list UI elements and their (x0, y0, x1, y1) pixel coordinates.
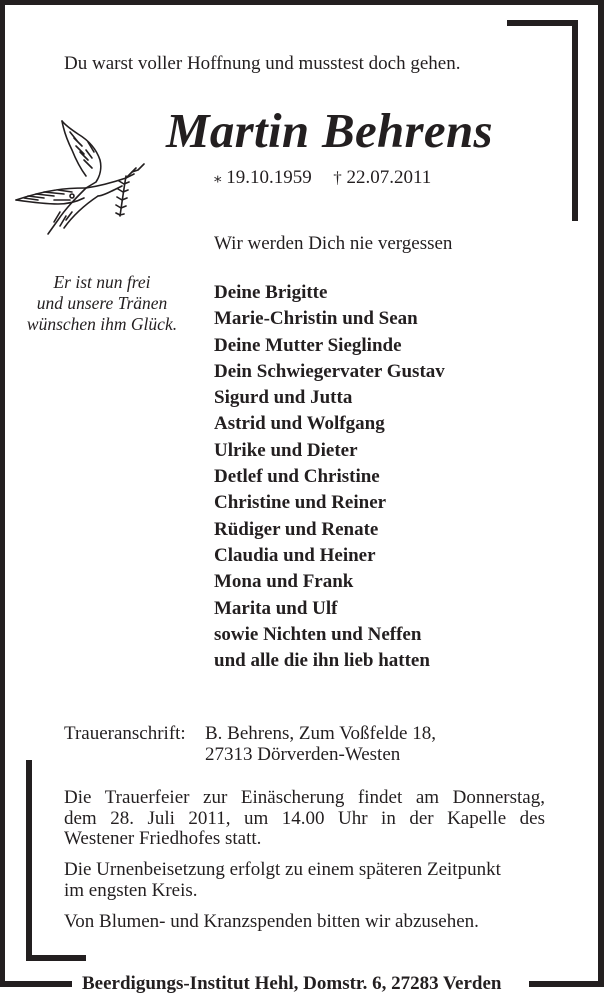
mourner-name: Rüdiger und Renate (214, 518, 379, 540)
mourner-name: Marie-Christin und Sean (214, 308, 418, 330)
outer-frame-bottom-left (0, 981, 72, 987)
mourner-name: und alle die ihn lieb hatten (214, 650, 430, 672)
mourner-name: Marita und Ulf (214, 597, 338, 619)
address-line-1: B. Behrens, Zum Voßfelde 18, (205, 723, 436, 744)
ceremony-notice (64, 788, 545, 850)
deceased-name: Martin Behrens (166, 103, 493, 158)
ceremony-line: dem 28. Juli 2011, um 14.00 Uhr in der Kapelle des (64, 807, 545, 829)
outer-frame-left (0, 0, 5, 987)
mourner-name: Deine Brigitte (214, 282, 328, 303)
corner-bracket-top-vertical (572, 20, 578, 221)
mourner-name: Deine Mutter Sieglinde (214, 334, 402, 356)
dove-with-olive-branch-icon (14, 116, 148, 238)
mourner-name: Mona und Frank (214, 571, 354, 593)
mourners-list (214, 280, 445, 674)
life-dates (214, 167, 431, 189)
urn-line: Die Urnenbeisetzung erfolgt zu einem späteren Zeitpunkt (64, 859, 501, 880)
flowers-notice: Von Blumen- und Kranzspenden bitten wir abzusehen. (64, 911, 479, 932)
side-quote-line: und unsere Tränen (36, 293, 168, 313)
death-date: 22.07.2011 (346, 167, 432, 188)
mourner-name: Detlef und Christine (214, 466, 380, 488)
mourner-name: Claudia und Heiner (214, 544, 376, 566)
motto: Du warst voller Hoffnung und musstest doch gehen. (64, 53, 461, 74)
corner-bracket-bottom-horizontal (26, 955, 86, 961)
side-quote (8, 272, 196, 335)
address-line-2: 27313 Dörverden-Westen (205, 744, 401, 765)
address-label: Traueranschrift: (64, 723, 186, 744)
ceremony-line: Westener Friedhofes statt. (64, 828, 262, 849)
side-quote-line: Er ist nun frei (53, 272, 151, 292)
mourner-name: Sigurd und Jutta (214, 387, 353, 409)
mourner-name: Astrid und Wolfgang (214, 413, 385, 435)
corner-bracket-top-horizontal (507, 20, 578, 26)
mourner-name: sowie Nichten und Neffen (214, 623, 422, 645)
outer-frame-right (598, 0, 604, 987)
mourner-name: Christine und Reiner (214, 492, 387, 514)
birth-date: 19.10.1959 (226, 167, 312, 188)
corner-bracket-bottom-vertical (26, 760, 32, 961)
birth-star-icon: ⁎ (214, 170, 222, 186)
mourners-intro: Wir werden Dich nie vergessen (214, 233, 453, 254)
outer-frame-bottom-right (529, 981, 604, 987)
funeral-home: Beerdigungs-Institut Hehl, Domstr. 6, 27283 Verden (82, 973, 502, 994)
death-cross-icon: † (333, 168, 342, 187)
ceremony-line: Die Trauerfeier zur Einäscherung findet am Donnerstag, (64, 787, 545, 808)
mourner-name: Dein Schwiegervater Gustav (214, 360, 445, 382)
urn-notice (64, 860, 545, 901)
outer-frame-top (0, 0, 604, 5)
urn-line: im engsten Kreis. (64, 879, 198, 901)
side-quote-line: wünschen ihm Glück. (26, 314, 178, 334)
mourner-name: Ulrike und Dieter (214, 439, 358, 461)
